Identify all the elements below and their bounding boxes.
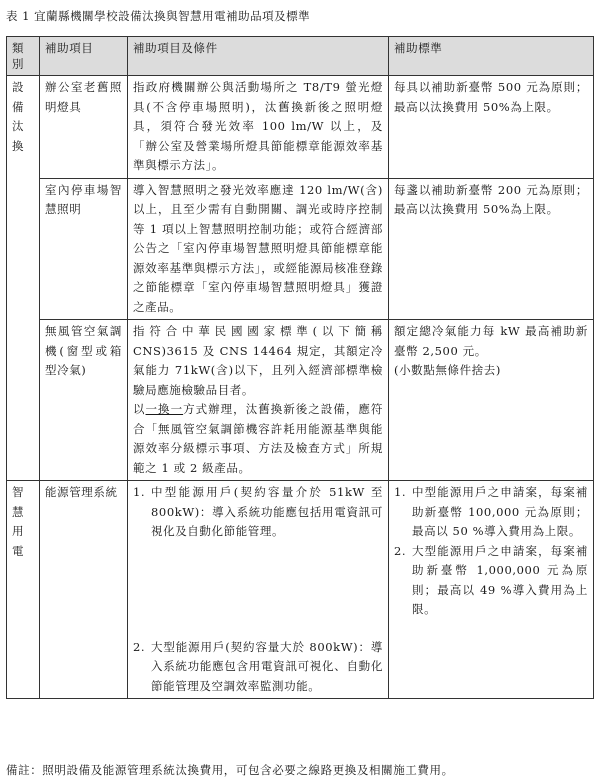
standard-note: (小數點無條件捨去) [394, 363, 501, 377]
item-cell: 無風管空氣調機(窗型或箱型冷氣) [40, 320, 128, 481]
subsidy-table [6, 36, 594, 699]
table-caption: 表 1 宜蘭縣機關學校設備汰換與智慧用電補助品項及標準 [6, 9, 311, 23]
condition-cell [128, 481, 389, 699]
standard-cell: 每盞以補助新臺幣 200 元為原則；最高以汰換費用 50%為上限。 [389, 178, 594, 320]
list-item [133, 638, 383, 697]
condition-cell: 指政府機關辦公與活動場所之 T8/T9 螢光燈具(不含停車場照明)，汰舊換新後之照明燈具，須符合發光效率 100 lm/W 以上，及「辦公室及營業場所燈具節能標章能源效率基準與標示方法」。 [128, 76, 389, 179]
item-cell: 辦公室老舊照明燈具 [40, 76, 128, 179]
list-item [394, 483, 588, 542]
list-text: 中型能源用戶(契約容量介於 51kW 至 800kW)：導入系統功能應包括用電資訊可視化及自動化節能管理。 [151, 485, 383, 538]
list-number: 2. [133, 639, 146, 654]
condition-paragraph [133, 400, 383, 478]
standard-cell: 每具以補助新臺幣 500 元為原則；最高以汰換費用 50%為上限。 [389, 76, 594, 179]
table-row [7, 178, 594, 320]
footnote: 備註：照明設備及能源管理系統汰換費用，可包含必要之線路更換及相關施工費用。 [6, 763, 454, 777]
standard-paragraph: 額定總冷氣能力每 kW 最高補助新臺幣 2,500 元。 [394, 324, 588, 358]
item-cell: 室內停車場智慧照明 [40, 178, 128, 320]
condition-prefix: 以 [133, 402, 146, 416]
header-standard: 補助標準 [389, 37, 594, 76]
condition-rest: 方式辦理，汰舊換新後之設備，應符合「無風管空氣調節機容許耗用能源基準與能源效率分級標示事項、方法及檢查方式」所規範之 1 或 2 級產品。 [133, 402, 383, 475]
list-item [133, 483, 383, 542]
list-text: 大型能源用戶之申請案，每案補助新臺幣 1,000,000 元為原則；最高以 49 %導入費用為上限。 [412, 543, 588, 616]
condition-cell [128, 320, 389, 481]
list-text: 中型能源用戶之申請案，每案補助新臺幣 100,000 元為原則；最高以 50 %導入費用為上限。 [412, 485, 588, 538]
standard-cell [389, 481, 594, 699]
condition-paragraph: 指符合中華民國國家標準(以下簡稱 CNS)3615 及 CNS 14464 規定，其額定冷氣能力 71kW(含)以下，且列入經濟部標準檢驗局應施檢驗品目者。 [133, 324, 383, 397]
list-number: 2. [394, 543, 407, 558]
standard-list [394, 483, 588, 620]
list-number: 1. [133, 485, 146, 499]
table-header-row [7, 37, 594, 76]
spacer [133, 542, 383, 638]
header-item: 補助項目 [40, 37, 128, 76]
list-item [394, 542, 588, 620]
condition-list [133, 483, 383, 696]
table-row [7, 76, 594, 179]
condition-cell: 導入智慧照明之發光效率應達 120 lm/W(含)以上，且至少需有自動開關、調光或時序控制等 1 項以上智慧照明控制功能；或符合經濟部公告之「室內停車場智慧照明燈具節能標章能源效率基準與標示方法」，或經能源局核准登錄之節能標章「室內停車場智慧照明燈具」獲證之產品。 [128, 178, 389, 320]
table-row [7, 320, 594, 481]
list-text: 大型能源用戶(契約容量大於 800kW)：導入系統功能應包含用電資訊可視化、自動化節能管理及空調效率監測功能。 [151, 639, 383, 693]
category-smart: 智慧用電 [7, 481, 40, 699]
list-number: 1. [394, 485, 407, 499]
condition-underlined: 一換一 [145, 402, 184, 416]
category-equipment: 設備汰換 [7, 76, 40, 481]
header-condition: 補助項目及條件 [128, 37, 389, 76]
standard-cell [389, 320, 594, 481]
table-row [7, 481, 594, 699]
header-category: 類別 [7, 37, 40, 76]
item-cell: 能源管理系統 [40, 481, 128, 699]
